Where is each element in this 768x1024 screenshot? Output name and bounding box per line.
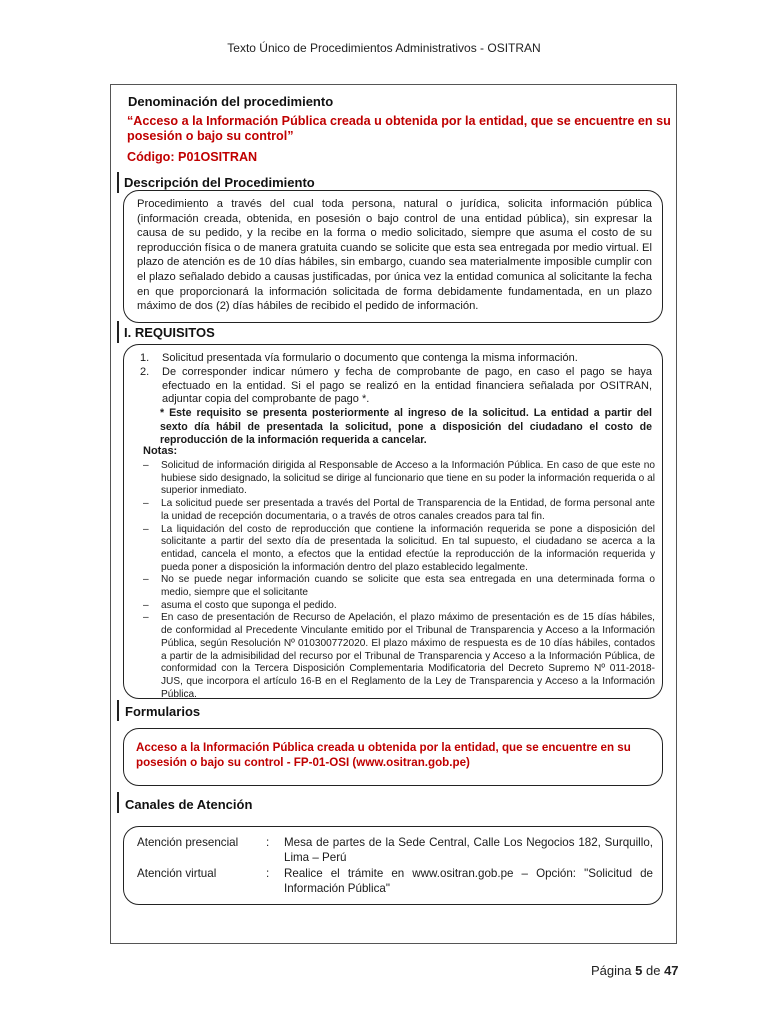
note-item (143, 612, 655, 701)
procedure-title: “Acceso a la Información Pública creada u obtenida por la entidad, que se encuentre en su posesión o bajo su control” (127, 114, 671, 143)
section-bar (117, 792, 119, 813)
note-item (143, 498, 655, 523)
page-total: 47 (664, 963, 679, 978)
note-item (143, 460, 655, 498)
denomination-label: Denominación del procedimiento (128, 94, 334, 109)
note-text: La solicitud puede ser presentada a través del Portal de Transparencia de la Entidad, de forma personal ante la unidad de recepción documentaria, o a través de otros canales creados para tal fin. (161, 498, 655, 522)
section-bar (117, 700, 119, 721)
dash-bullet: – (143, 498, 149, 510)
channel-separator: : (266, 836, 270, 849)
requirement-item (140, 366, 652, 407)
note-text: La liquidación del costo de reproducción que contiene la información requerida se pone a disposición del solicitante a partir del sexto día de presentada la solicitud. En tal supuesto, el ciudadano se acerca a la entidad, cancela el monto, a efectos que la entidad efectúe la reproducción de la información requerida y pueda poner a disposición la información dentro del plazo establecido legalmente. (161, 523, 655, 573)
note-text: asuma el costo que suponga el pedido. (161, 599, 337, 611)
requirement-text: De corresponder indicar número y fecha de comprobante de pago, en caso el pago se haya efectuado en la entidad. Si el pago se realizó en la entidad financiera señalada por OSITRAN, adjuntar copia del comprobante de pago *. (162, 365, 652, 406)
requirement-item (140, 352, 652, 366)
dash-bullet: – (143, 612, 149, 624)
dash-bullet: – (143, 460, 149, 471)
requirement-number: 1. (140, 352, 150, 364)
note-item (143, 524, 655, 575)
note-item (143, 600, 655, 613)
note-text: Solicitud de información dirigida al Responsable de Acceso a la Información Pública. En caso de que este no hubiese sido designado, la solicitud se dirige al funcionario que tiene en su poder la información requerida o al superior inmediato. (161, 460, 655, 497)
description-heading: Descripción del Procedimiento (124, 175, 315, 190)
notes-list (143, 460, 655, 701)
page-header: Texto Único de Procedimientos Administrativos - OSITRAN (227, 41, 541, 55)
dash-bullet: – (143, 574, 149, 586)
page-number (591, 963, 679, 978)
note-item (143, 574, 655, 599)
channel-label-virtual: Atención virtual (137, 867, 217, 880)
procedure-code: Código: P01OSITRAN (127, 150, 258, 164)
note-text: No se puede negar información cuando se solicite que esta sea entregada en una determinada forma o medio, siempre que el solicitante (161, 574, 655, 599)
of-word: de (645, 963, 661, 978)
dash-bullet: – (143, 599, 149, 611)
page-current: 5 (635, 963, 643, 978)
requirements-heading: I. REQUISITOS (124, 325, 215, 340)
channels-heading: Canales de Atención (125, 797, 253, 812)
dash-bullet: – (143, 523, 149, 535)
notes-title: Notas: (143, 445, 178, 457)
channel-separator: : (266, 867, 270, 880)
section-bar (117, 321, 119, 343)
note-text: En caso de presentación de Recurso de Apelación, el plazo máximo de presentación es de 15 días hábiles, de conformidad al Precedente Vinculante emitido por el Tribunal de Transparencia y Acceso a la Información Pública, según Resolución Nº 010300772020. El plazo máximo de respuesta es de 10 días hábiles, contados a partir de la admisibilidad del recurso por el Tribunal de Transparencia y Acceso a la Información Pública, de conformidad con la Tercera Disposición Complementaria Modificatoria del Decreto Supremo Nº 011-2018-JUS, que incorpora el artículo 16-B en el Reglamento de la Ley de Transparencia y Acceso a la Información Pública. (161, 612, 655, 700)
form-link[interactable]: Acceso a la Información Pública creada u obtenida por la entidad, que se encuentre en su posesión o bajo su control - FP-01-OSI (www.ositran.gob.pe) (136, 741, 631, 769)
page-word: Página (591, 963, 632, 978)
description-text: Procedimiento a través del cual toda persona, natural o jurídica, solicita información pública (información creada, obtenida, en posesión o bajo control de una entidad pública), sin expresar la causa de su pedido, y la recibe en la forma o medio solicitado, siempre que asuma el costo de su reproducción física o de manera gratuita cuando se solicite que esta sea entregada por medio virtual. El plazo de atención es de 10 días hábiles, sin embargo, cuando sea materialmente imposible cumplir con el plazo señalado debido a causas justificadas, por única vez la entidad comunica al solicitante la fecha en que proporcionará la información solicitada de forma debidamente fundamentada, en un plazo máximo de dos (2) días hábiles de recibido el pedido de información. (137, 198, 652, 313)
requirement-text: Solicitud presentada vía formulario o documento que contenga la misma información. (162, 352, 578, 364)
channel-value-presencial: Mesa de partes de la Sede Central, Calle Los Negocios 182, Surquillo, Lima – Perú (284, 836, 653, 864)
forms-heading: Formularios (125, 704, 201, 719)
section-bar (117, 172, 119, 193)
channel-label-presencial: Atención presencial (137, 836, 239, 849)
channel-value-virtual: Realice el trámite en www.ositran.gob.pe – Opción: "Solicitud de Información Pública" (284, 867, 653, 895)
asterisk-note: * Este requisito se presenta posteriormente al ingreso de la solicitud. La entidad a partir del sexto día hábil de presentada la solicitud, pone a disposición del ciudadano el costo de reproducción de la información requerida a cancelar. (160, 407, 652, 447)
requirement-number: 2. (140, 365, 150, 378)
requirements-list (140, 352, 652, 448)
